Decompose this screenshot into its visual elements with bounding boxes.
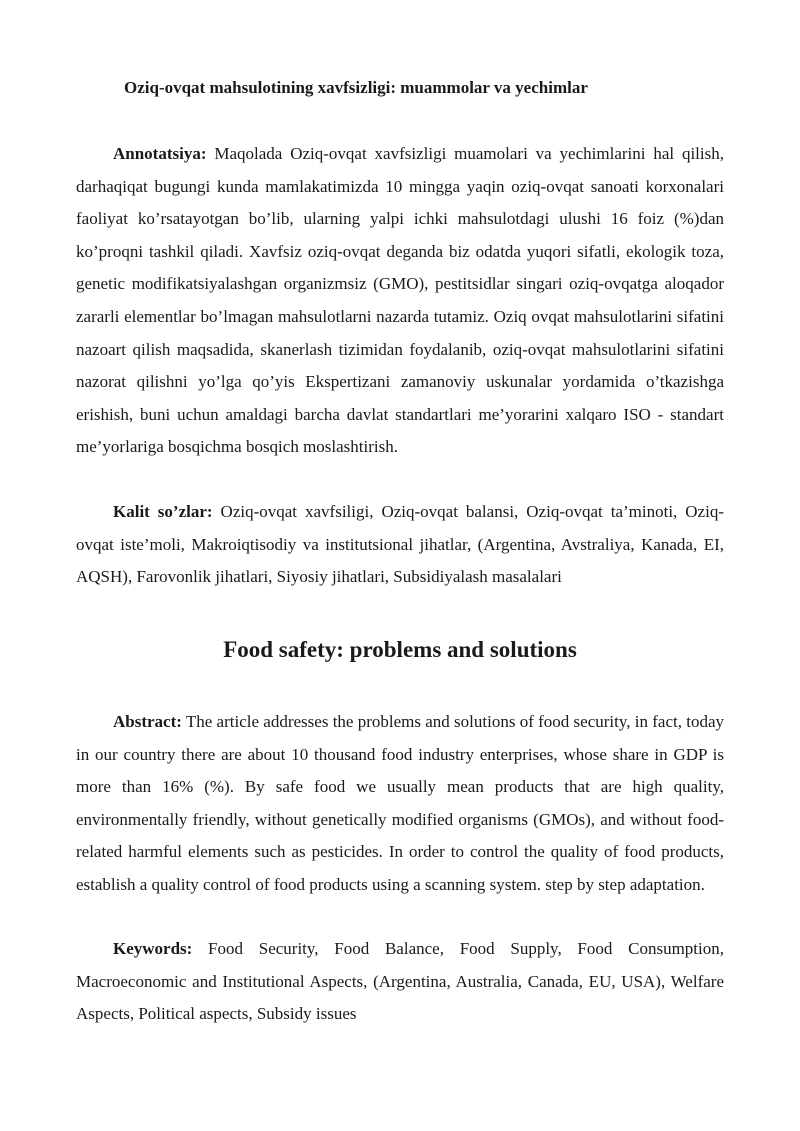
abstract-text: The article addresses the problems and solutions of food security, in fact, today in our country there are about 10 thousand food industry enterprises, whose share in GDP is more than 16% (%). By safe food we usually mean products that are high quality, environmentally friendly, without genetically modified organisms (GMOs), and without food-related harmful elements such as pesticides. In order to control the quality of food products, establish a quality control of food products using a scanning system. step by step adaptation.: [76, 712, 724, 894]
english-keywords-label: Keywords:: [113, 939, 193, 958]
abstract-label: Abstract:: [113, 712, 182, 731]
annotation-text: Maqolada Oziq-ovqat xavfsizligi muamolari va yechimlarini hal qilish, darhaqiqat bugungi kunda mamlakatimizda 10 mingga yaqin oziq-ovqat sanoati korxonalari faoliyat ko’rsatayotgan bo’lib, ularning yalpi ichki mahsulotdagi ulushi 16 foiz (%)dan ko’proqni tashkil qiladi. Xavfsiz oziq-ovqat deganda biz odatda yuqori sifatli, ekologik toza, genetic modifikatsiyalashgan organizmsiz (GMO), pestitsidlar singari oziq-ovqatga aloqador zararli elementlar bo’lmagan mahsulotlarni nazarda tutamiz. Oziq ovqat mahsulotlarini sifatini nazoart qilish maqsadida, skanerlash tizimidan foydalanib, oziq-ovqat mahsulotlarini sifatini nazorat qilishni yo’lga qo’yis Ekspertizani zamanoviy uskunalar yordamida o’tkazishga erishish, buni uchun amaldagi barcha davlat standartlari me’yorarini xalqaro ISO - standart me’yorlariga bosqichma bosqich moslashtirish.: [76, 144, 724, 457]
english-keywords-text: Food Security, Food Balance, Food Supply, Food Consumption, Macroeconomic and Institutional Aspects, (Argentina, Australia, Canada, EU, USA), Welfare Aspects, Political aspects, Subsidy issues: [76, 939, 724, 1024]
uzbek-keywords-paragraph: [76, 496, 724, 594]
annotation-label: Annotatsiya:: [113, 144, 207, 163]
uzbek-keywords-label: Kalit so’zlar:: [113, 502, 213, 521]
uzbek-annotation-paragraph: [76, 138, 724, 464]
english-article-title: Food safety: problems and solutions: [223, 637, 577, 662]
uzbek-article-title: Oziq-ovqat mahsulotining xavfsizligi: muammolar va yechimlar: [124, 78, 588, 97]
english-abstract-paragraph: [76, 706, 724, 902]
english-keywords-paragraph: [76, 933, 724, 1031]
uzbek-keywords-text: Oziq-ovqat xavfsiligi, Oziq-ovqat balansi, Oziq-ovqat ta’minoti, Oziq-ovqat iste’moli, Makroiqtisodiy va institutsional jihatlar, (Argentina, Avstraliya, Kanada, EI, AQSH), Farovonlik jihatlari, Siyosiy jihatlari, Subsidiyalash masalalari: [76, 502, 724, 587]
